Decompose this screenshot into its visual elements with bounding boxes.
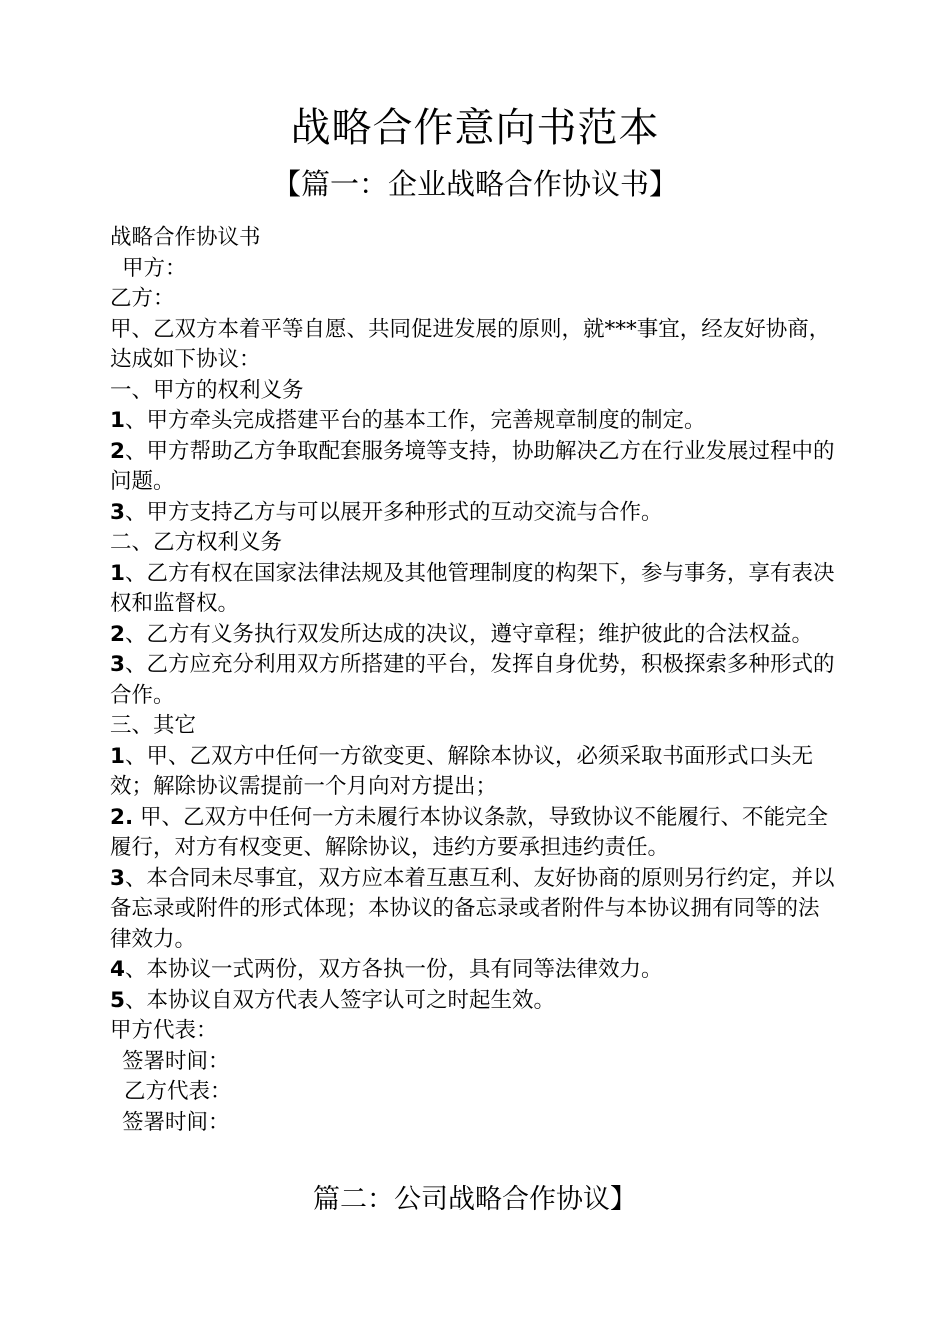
clause: [110, 742, 840, 803]
document-body: [110, 223, 840, 1138]
clause-text: 、甲方牵头完成搭建平台的基本工作，完善规章制度的制定。: [124, 408, 706, 433]
clause-text: 、甲方帮助乙方争取配套服务境等支持，协助解决乙方在行业发展过程中的问题。: [110, 438, 835, 494]
party-a-representative: 甲方代表：: [110, 1018, 218, 1043]
intro-paragraph: 甲、乙双方本着平等自愿、共同促进发展的原则，就***事宜，经友好协商，达成如下协议：: [110, 316, 831, 372]
clause-number: 2: [110, 621, 125, 647]
section-heading-party-b-rights: 二、乙方权利义务: [110, 530, 283, 555]
clause-text: 、乙方有义务执行双发所达成的决议，遵守章程；维护彼此的合法权益。: [124, 621, 813, 647]
document-title: 战略合作意向书范本: [290, 105, 660, 151]
clause: [110, 650, 840, 711]
clause: [110, 864, 840, 956]
clause-number: 4: [110, 957, 125, 982]
clause-text: 、甲方支持乙方与可以展开多种形式的互动交流与合作。: [124, 499, 663, 525]
clause-number: 3: [110, 652, 125, 677]
clause: [110, 498, 840, 529]
clause-text: 、本协议一式两份，双方各执一份，具有同等法律效力。: [124, 957, 663, 982]
clause-text: 甲、乙双方中任何一方未履行本协议条款，导致协议不能履行、不能完全履行，对方有权变更、解除协议，违约方要承担违约责任。: [110, 804, 828, 860]
clause: [110, 437, 840, 498]
party-a-sign-date: 签署时间：: [122, 1048, 230, 1074]
clause-text: 、本协议自双方代表人签字认可之时起生效。: [124, 987, 555, 1013]
section-heading-other: 三、其它: [110, 713, 197, 738]
clause-text: 、乙方有权在国家法律法规及其他管理制度的构架下，参与事务，享有表决权和监督权。: [110, 560, 835, 616]
party-b-representative: 乙方代表：: [124, 1079, 232, 1104]
section-heading-party-a-rights: 一、甲方的权利义务: [110, 377, 304, 403]
clause-text: 、本合同未尽事宜，双方应本着互惠互利、友好协商的原则另行约定，并以备忘录或附件的形式体现；本协议的备忘录或者附件与本协议拥有同等的法律效力。: [110, 865, 835, 952]
clause: [110, 955, 840, 986]
clause-number: 1: [110, 408, 125, 433]
party-b-sign-date: 签署时间：: [122, 1109, 230, 1135]
section-one-title: 【篇一：企业战略合作协议书】: [271, 167, 678, 201]
agreement-heading: 战略合作协议书: [110, 225, 261, 250]
clause-text: 、乙方应充分利用双方所搭建的平台，发挥自身优势，积极探索多种形式的合作。: [110, 652, 835, 708]
clause: [110, 986, 840, 1017]
clause-number: 2: [110, 438, 125, 464]
clause-number: 3: [110, 865, 125, 891]
party-a-line: 甲方：: [122, 255, 187, 281]
section-two-title: 篇二：公司战略合作协议】: [313, 1184, 637, 1215]
clause-number: 1: [110, 743, 125, 769]
clause: [110, 620, 840, 651]
clause: [110, 803, 840, 864]
clause-number: 2.: [110, 804, 134, 830]
clause-number: 3: [110, 499, 125, 525]
clause-number: 5: [110, 987, 125, 1013]
party-b-line: 乙方：: [110, 286, 175, 311]
clause-text: 、甲、乙双方中任何一方欲变更、解除本协议，必须采取书面形式口头无效；解除协议需提前一个月向对方提出；: [110, 743, 813, 799]
clause: [110, 406, 840, 437]
clause-number: 1: [110, 560, 125, 586]
clause: [110, 559, 840, 620]
